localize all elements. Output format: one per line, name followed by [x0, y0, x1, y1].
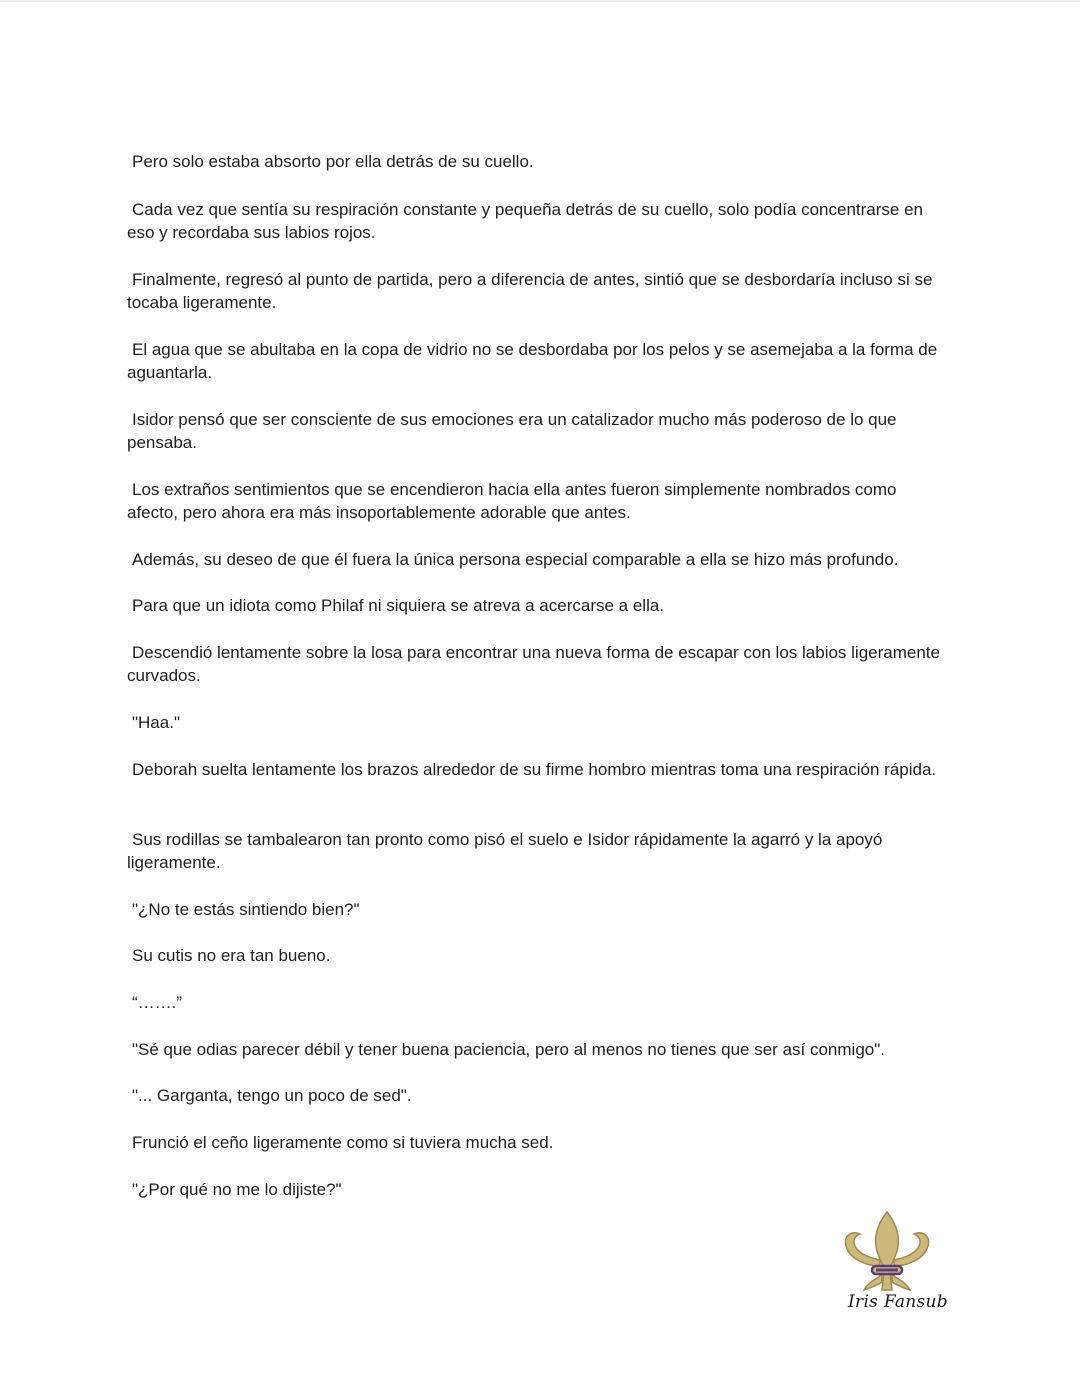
paragraph: Los extraños sentimientos que se encendieron hacia ella antes fueron simplemente nombrados como afecto, pero ahora era más insoportablemente adorable que antes.: [127, 480, 902, 522]
paragraph: Isidor pensó que ser consciente de sus emociones era un catalizador mucho más poderoso de lo que pensaba.: [127, 410, 902, 452]
paragraph: El agua que se abultaba en la copa de vidrio no se desbordaba por los pelos y se asemejaba a la forma de aguantarla.: [127, 340, 942, 382]
watermark-label: Iris Fansub: [848, 1292, 948, 1312]
paragraph: "¿Por qué no me lo dijiste?": [132, 1180, 342, 1199]
paragraph: Descendió lentamente sobre la losa para encontrar una nueva forma de escapar con los labios ligeramente curvados.: [127, 643, 945, 685]
paragraph: "Haa.": [132, 713, 180, 732]
paragraph: “…….”: [132, 993, 183, 1012]
top-divider: [0, 0, 1080, 2]
paragraph: "... Garganta, tengo un poco de sed".: [132, 1086, 412, 1105]
paragraph: Su cutis no era tan bueno.: [132, 946, 331, 965]
paragraph: Además, su deseo de que él fuera la única persona especial comparable a ella se hizo más profundo.: [132, 550, 899, 569]
paragraph: "Sé que odias parecer débil y tener buena paciencia, pero al menos no tienes que ser así conmigo".: [132, 1040, 885, 1059]
paragraph: Frunció el ceño ligeramente como si tuviera mucha sed.: [132, 1133, 554, 1152]
paragraph: Para que un idiota como Philaf ni siquiera se atreva a acercarse a ella.: [132, 596, 665, 615]
paragraph: Sus rodillas se tambalearon tan pronto como pisó el suelo e Isidor rápidamente la agarró y la apoyó ligeramente.: [127, 830, 888, 872]
paragraph: "¿No te estás sintiendo bien?": [132, 900, 360, 919]
paragraph: Deborah suelta lentamente los brazos alrededor de su firme hombro mientras toma una respiración rápida.: [132, 760, 937, 779]
paragraph: Pero solo estaba absorto por ella detrás de su cuello.: [132, 152, 534, 171]
paragraph: Cada vez que sentía su respiración constante y pequeña detrás de su cuello, solo podía concentrarse en eso y recordaba sus labios rojos.: [127, 200, 928, 242]
paragraph: Finalmente, regresó al punto de partida, pero a diferencia de antes, sintió que se desbordaría incluso si se tocaba ligeramente.: [127, 270, 938, 312]
